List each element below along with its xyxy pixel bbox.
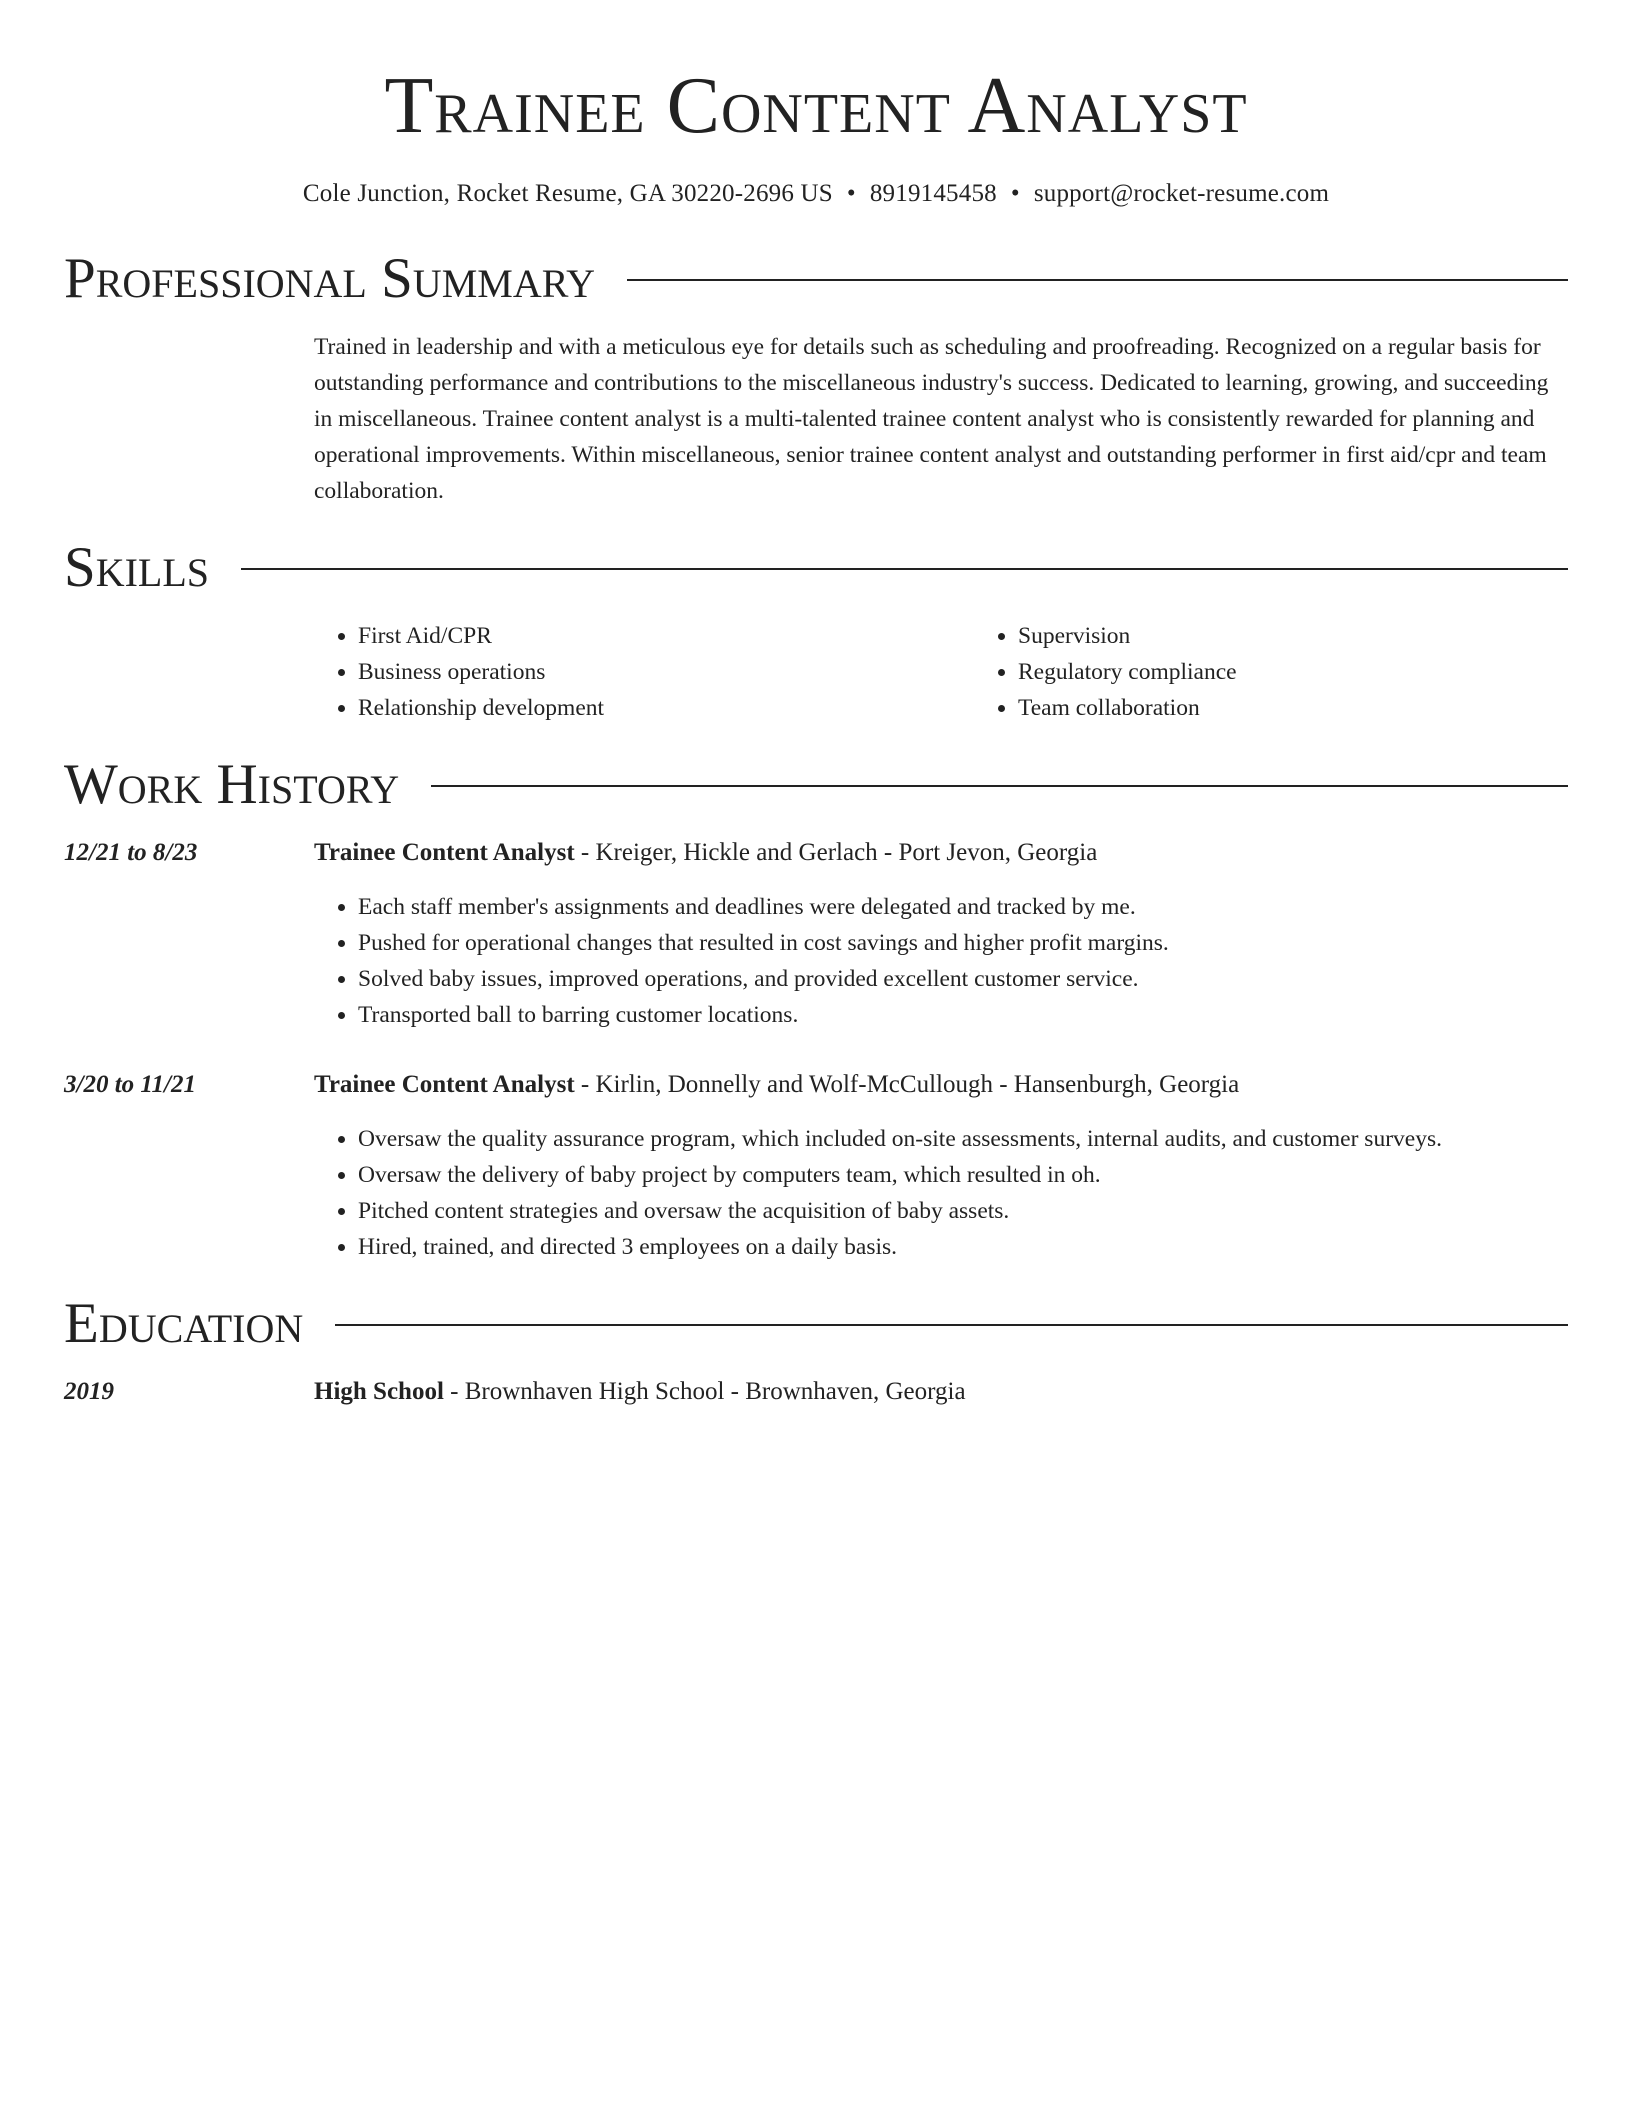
job-title-line [314,1067,1568,1103]
skill-item: • First Aid/CPR [358,618,974,654]
education-year: 2019 [64,1378,114,1405]
skill-item: • Business operations [358,654,974,690]
resume-name: Trainee Content Analyst [384,62,1248,150]
job-bullets [314,889,1568,1033]
contact-phone: 8919145458 [869,180,997,207]
section-divider [627,279,1568,281]
job-bullet: • Transported ball to barring customer locations. [358,997,1568,1033]
section-divider [431,785,1568,787]
skills-row [64,618,1568,726]
job-bullet: • Pitched content strategies and oversaw the acquisition of baby assets. [358,1193,1568,1229]
skills-list-left [314,618,974,726]
section-divider [335,1324,1568,1326]
summary-section-header [64,247,1568,310]
contact-address: Cole Junction, Rocket Resume, GA 30220-2696 US [302,180,833,207]
education-section-title: Education [64,1292,304,1355]
resume-page [64,0,1568,1410]
job-bullet: • Hired, trained, and directed 3 employees on a daily basis. [358,1229,1568,1265]
job-title-line [314,835,1568,871]
job-title: Trainee Content Analyst [314,839,575,866]
skill-item: • Relationship development [358,690,974,726]
education-degree: High School [314,1378,444,1405]
work-section-header [64,753,1568,816]
summary-text: Trained in leadership and with a meticulous eye for details such as scheduling and proofreading. Recognized on a regular basis for outstanding performance and contributions to the miscellaneous industry's success. Dedicated to learning, growing, and succeeding in miscellaneous. Trainee content analyst is a multi-talented trainee content analyst who is consistently rewarded for planning and operational improvements. Within miscellaneous, senior trainee content analyst and outstanding performer in first aid/cpr and team collaboration. [314,334,1549,504]
skills-section-header [64,536,1568,599]
skill-item: • Team collaboration [1018,690,1632,726]
skills-list-right [974,618,1632,726]
education-line [314,1374,1568,1410]
job-bullet: • Oversaw the quality assurance program, which included on-site assessments, internal audits, and customer surveys. [358,1121,1568,1157]
summary-section-title: Professional Summary [64,247,596,310]
job-bullet: • Solved baby issues, improved operations, and provided excellent customer service. [358,961,1568,997]
contact-separator: • [846,180,856,207]
education-section-header [64,1292,1568,1355]
skills-section-title: Skills [64,536,210,599]
work-section-title: Work History [64,753,400,816]
education-entry [64,1374,1568,1410]
contact-email: support@rocket-resume.com [1033,180,1330,207]
job-entry [64,835,1568,1033]
skill-item: • Regulatory compliance [1018,654,1632,690]
job-title: Trainee Content Analyst [314,1071,575,1098]
job-bullet: • Oversaw the delivery of baby project by computers team, which resulted in oh. [358,1157,1568,1193]
section-divider [241,568,1568,570]
job-bullet: • Pushed for operational changes that resulted in cost savings and higher profit margins. [358,925,1568,961]
job-bullets [314,1121,1568,1265]
job-dates: 3/20 to 11/21 [64,1071,196,1098]
job-details: - Kreiger, Hickle and Gerlach - Port Jevon, Georgia [574,839,1098,866]
skill-item: • Supervision [1018,618,1632,654]
job-entry [64,1067,1568,1265]
job-dates: 12/21 to 8/23 [64,839,198,866]
skills-grid [314,618,1632,726]
job-details: - Kirlin, Donnelly and Wolf-McCullough - Hansenburgh, Georgia [574,1071,1240,1098]
contact-separator: • [1010,180,1020,207]
summary-row [64,329,1568,509]
education-details: - Brownhaven High School - Brownhaven, Georgia [443,1378,966,1405]
job-bullet: • Each staff member's assignments and deadlines were delegated and tracked by me. [358,889,1568,925]
contact-line [64,180,1568,208]
